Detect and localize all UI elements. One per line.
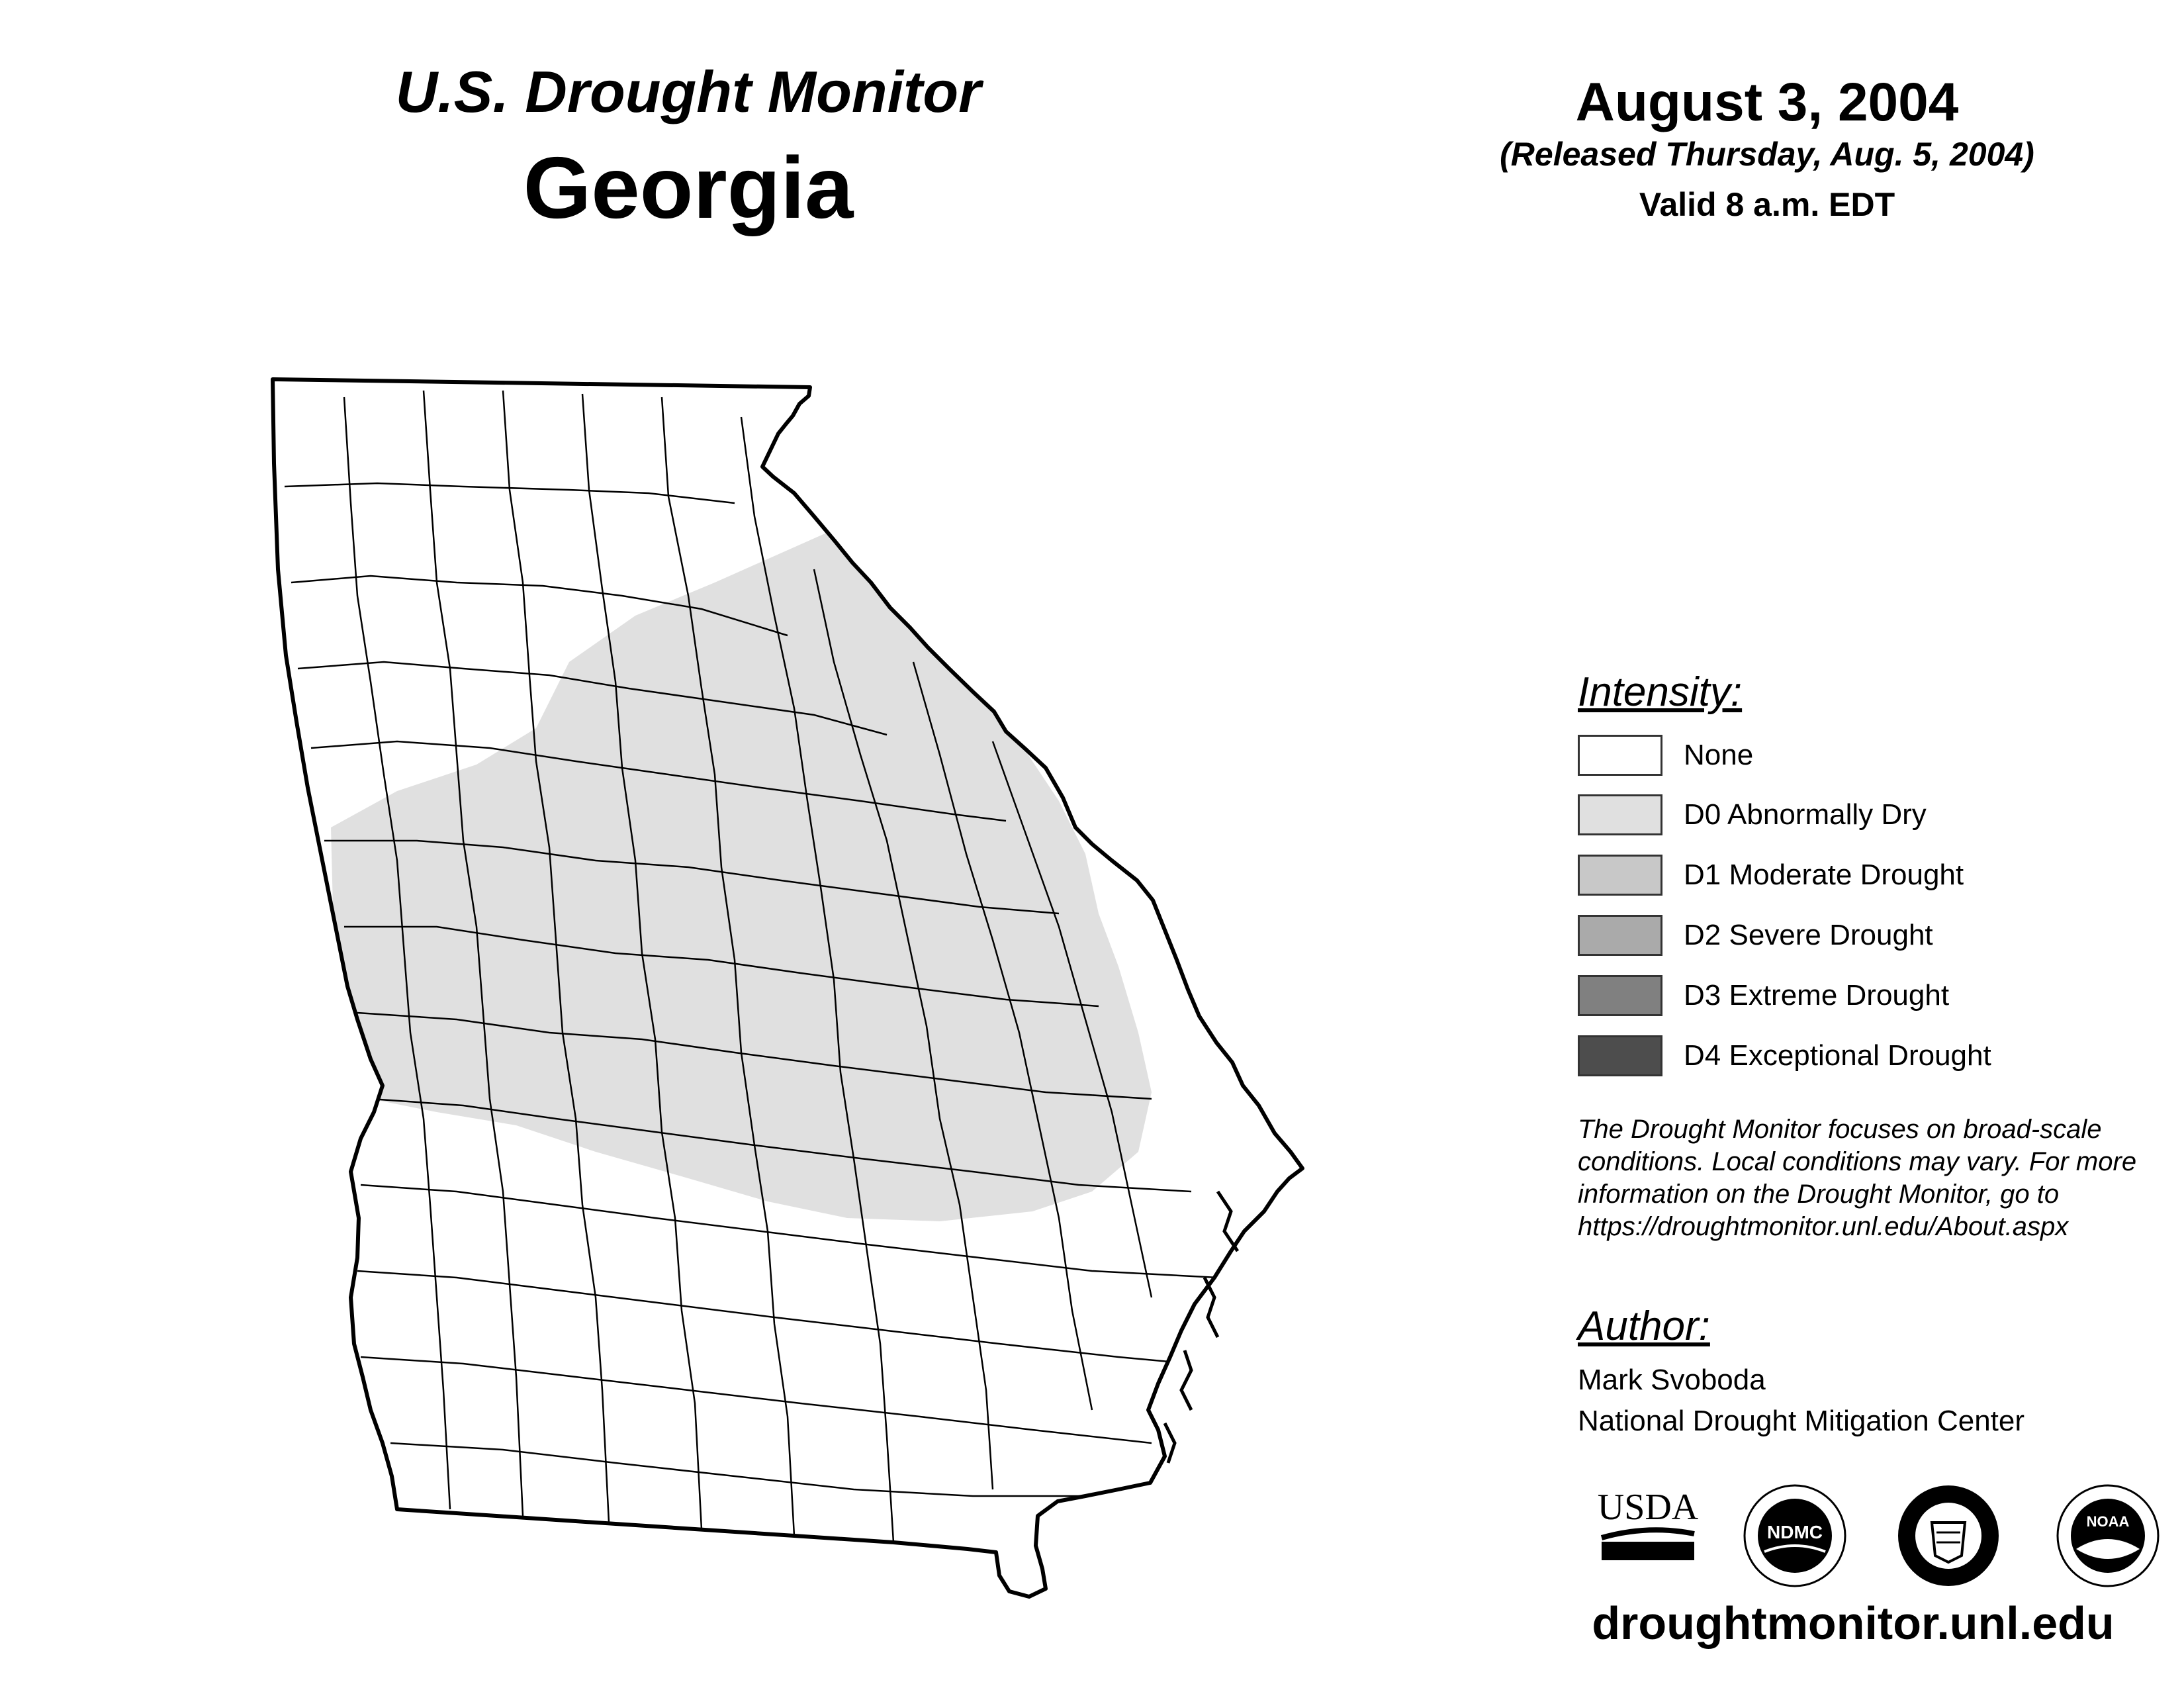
legend-item-d2	[1578, 915, 2147, 957]
legend-title: Intensity:	[1578, 669, 1743, 715]
commerce-seal-logo	[1895, 1483, 2001, 1589]
legend-item-d1	[1578, 855, 2147, 897]
website-link[interactable]: droughtmonitor.unl.edu	[1592, 1597, 2115, 1649]
map-date: August 3, 2004	[1575, 72, 1959, 132]
legend-item-d0	[1578, 794, 2147, 837]
legend-label: D4 Exceptional Drought	[1684, 1039, 1991, 1072]
map-title: U.S. Drought Monitor	[395, 59, 981, 124]
legend-swatch	[1578, 975, 1662, 1016]
ndmc-logo-text: NDMC	[1767, 1522, 1823, 1542]
legend-label: D0 Abnormally Dry	[1684, 798, 1927, 831]
author-org: National Drought Mitigation Center	[1578, 1405, 2025, 1437]
note-line: The Drought Monitor focuses on broad-scale	[1578, 1115, 2102, 1144]
usda-logo	[1595, 1486, 1701, 1566]
note-line: conditions. Local conditions may vary. For more	[1578, 1147, 2137, 1176]
legend-swatch	[1578, 915, 1662, 956]
legend-label: D2 Severe Drought	[1684, 919, 1933, 951]
legend-item-d4	[1578, 1035, 2147, 1078]
disclaimer-note	[1578, 1113, 2173, 1243]
legend-swatch	[1578, 1035, 1662, 1076]
legend-label: D1 Moderate Drought	[1684, 859, 1964, 891]
usda-logo-text: USDA	[1597, 1487, 1699, 1528]
legend-label: D3 Extreme Drought	[1684, 979, 1950, 1011]
legend-swatch	[1578, 735, 1662, 776]
legend-item-none	[1578, 735, 2147, 777]
ndmc-logo	[1742, 1483, 1848, 1589]
state-name: Georgia	[523, 139, 854, 236]
legend-swatch	[1578, 794, 1662, 835]
noaa-logo	[2055, 1483, 2161, 1589]
noaa-logo-text: NOAA	[2086, 1513, 2130, 1530]
legend-item-d3	[1578, 975, 2147, 1017]
legend-label: None	[1684, 739, 1754, 771]
valid-time: Valid 8 a.m. EDT	[1639, 186, 1895, 223]
legend-swatch	[1578, 855, 1662, 896]
note-line: information on the Drought Monitor, go to	[1578, 1180, 2060, 1209]
author-heading: Author:	[1578, 1303, 1710, 1349]
release-date: (Released Thursday, Aug. 5, 2004)	[1500, 136, 2034, 173]
author-name: Mark Svoboda	[1578, 1364, 1766, 1396]
note-link[interactable]: https://droughtmonitor.unl.edu/About.aspx	[1578, 1212, 2069, 1241]
